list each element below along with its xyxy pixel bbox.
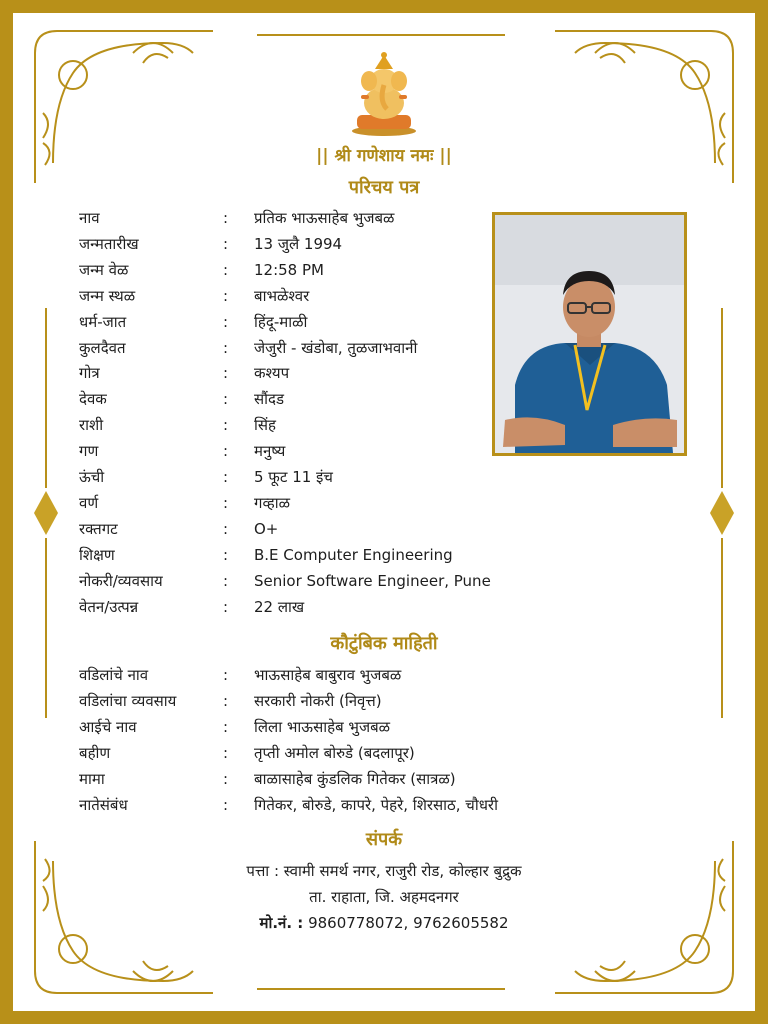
personal-value: हिंदू-माळी xyxy=(254,312,308,331)
family-value: सरकारी नोकरी (निवृत्त) xyxy=(254,692,382,710)
family-separator: : xyxy=(223,666,229,684)
personal-value: प्रतिक भाऊसाहेब भुजबळ xyxy=(254,209,395,227)
family-value: गितेकर, बोरुडे, कापरे, पेहरे, शिरसाठ, चौधरी xyxy=(254,796,498,814)
family-separator: : xyxy=(223,692,229,710)
contact-section-title: संपर्क xyxy=(365,829,403,850)
personal-label: रक्तगट xyxy=(79,519,118,538)
family-row xyxy=(13,663,755,687)
personal-label: जन्म स्थळ xyxy=(79,286,136,305)
personal-label: वर्ण xyxy=(79,493,99,512)
personal-row xyxy=(13,543,755,567)
personal-label: गोत्र xyxy=(79,364,100,383)
personal-label: कुलदैवत xyxy=(79,338,126,357)
personal-value: गव्हाळ xyxy=(254,493,291,512)
personal-separator: : xyxy=(223,545,229,564)
family-separator: : xyxy=(223,718,229,736)
personal-value: 12:58 PM xyxy=(254,260,324,279)
family-label: मामा xyxy=(79,770,105,788)
person-photo-icon xyxy=(495,215,684,453)
family-label: बहीण xyxy=(79,744,111,762)
personal-separator: : xyxy=(223,468,229,486)
personal-label: राशी xyxy=(79,416,104,435)
personal-value: B.E Computer Engineering xyxy=(254,545,453,564)
contact-address-line2: ता. राहाता, जि. अहमदनगर xyxy=(309,888,459,906)
family-label: आईचे नाव xyxy=(79,718,137,736)
personal-label: गण xyxy=(79,442,99,461)
family-value: बाळासाहेब कुंडलिक गितेकर (सात्रळ) xyxy=(254,770,456,788)
personal-value: सौंदड xyxy=(254,390,285,409)
personal-separator: : xyxy=(223,571,229,590)
family-label: नातेसंबंध xyxy=(79,796,128,814)
personal-separator: : xyxy=(223,260,229,279)
personal-separator: : xyxy=(223,364,229,383)
personal-label: नोकरी/व्यवसाय xyxy=(79,571,163,590)
family-row xyxy=(13,741,755,765)
ganesh-idol-icon xyxy=(349,51,419,137)
personal-value: मनुष्य xyxy=(254,442,286,461)
personal-label: देवक xyxy=(79,390,107,409)
family-row xyxy=(13,689,755,713)
invocation-heading: || श्री गणेशाय नमः || xyxy=(316,146,452,166)
family-separator: : xyxy=(223,744,229,762)
personal-separator: : xyxy=(223,442,229,461)
personal-separator: : xyxy=(223,312,229,331)
family-row xyxy=(13,793,755,817)
personal-separator: : xyxy=(223,493,229,512)
personal-label: शिक्षण xyxy=(79,545,115,564)
personal-separator: : xyxy=(223,390,229,409)
personal-value: Senior Software Engineer, Pune xyxy=(254,571,491,590)
personal-separator: : xyxy=(223,209,229,227)
personal-value: 5 फूट 11 इंच xyxy=(254,468,333,486)
phone-numbers: 9860778072, 9762605582 xyxy=(308,914,509,932)
personal-row xyxy=(13,569,755,593)
family-separator: : xyxy=(223,796,229,814)
personal-value: O+ xyxy=(254,519,279,538)
family-value: भाऊसाहेब बाबुराव भुजबळ xyxy=(254,666,402,684)
personal-separator: : xyxy=(223,519,229,538)
family-label: वडिलांचा व्यवसाय xyxy=(79,692,177,710)
family-section-title: कौटुंबिक माहिती xyxy=(330,633,438,654)
personal-value: 13 जुलै 1994 xyxy=(254,234,343,253)
family-value: तृप्ती अमोल बोरुडे (बदलापूर) xyxy=(254,744,415,762)
personal-label: धर्म-जात xyxy=(79,312,127,331)
family-row xyxy=(13,715,755,739)
personal-value: बाभळेश्वर xyxy=(254,286,310,305)
contact-address-line1: पत्ता : स्वामी समर्थ नगर, राजुरी रोड, कोल्हार बुद्रुक xyxy=(246,862,522,880)
personal-row xyxy=(13,517,755,541)
personal-row xyxy=(13,595,755,619)
personal-separator: : xyxy=(223,234,229,253)
personal-label: नाव xyxy=(79,209,100,227)
personal-label: ऊंची xyxy=(79,468,105,486)
personal-separator: : xyxy=(223,286,229,305)
family-row xyxy=(13,767,755,791)
family-value: लिला भाऊसाहेब भुजबळ xyxy=(254,718,391,736)
phone-label: मो.नं. : xyxy=(259,914,304,932)
document-title: परिचय पत्र xyxy=(348,177,420,198)
personal-row xyxy=(13,491,755,515)
personal-value: कश्यप xyxy=(254,364,290,383)
personal-separator: : xyxy=(223,338,229,357)
personal-label: जन्मतारीख xyxy=(79,234,139,253)
personal-value: 22 लाख xyxy=(254,597,305,616)
personal-separator: : xyxy=(223,597,229,616)
personal-label: वेतन/उत्पन्न xyxy=(79,597,139,616)
personal-row xyxy=(13,465,755,489)
personal-separator: : xyxy=(223,416,229,435)
family-separator: : xyxy=(223,770,229,788)
personal-value: जेजुरी - खंडोबा, तुळजाभवानी xyxy=(254,338,418,357)
profile-photo xyxy=(492,212,687,456)
personal-value: सिंह xyxy=(254,416,276,435)
personal-label: जन्म वेळ xyxy=(79,260,129,279)
family-label: वडिलांचे नाव xyxy=(79,666,149,684)
card-body xyxy=(13,13,755,1011)
contact-phone-line xyxy=(13,911,755,935)
